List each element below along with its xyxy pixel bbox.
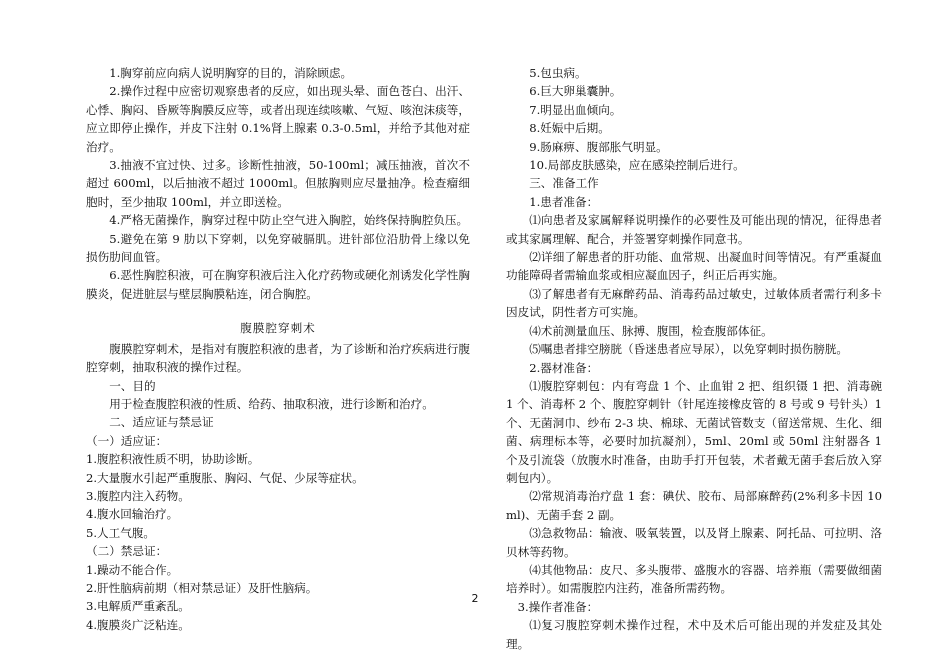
list-item: 3.电解质严重紊乱。 bbox=[86, 599, 190, 614]
paragraph: 2.操作过程中应密切观察患者的反应，如出现头晕、面色苍白、出汗、心悸、胸闷、昏厥等胸膜反应等，或者出现连续咳嗽、气短、咳泡沫痰等，应立即停止操作，并皮下注射 0.1%肾上腺素 0.3-0.5ml，并给予其他对症治疗。 bbox=[86, 84, 470, 154]
paragraph: 6.恶性胸腔积液，可在胸穿积液后注入化疗药物或硬化剂诱发化学性胸膜炎，促进脏层与壁层胸膜粘连，闭合胸腔。 bbox=[86, 268, 470, 301]
page-number: 2 bbox=[471, 592, 479, 605]
subheading: 2.器材准备： bbox=[529, 360, 599, 375]
list-item: 2.肝性脑病前期（相对禁忌证）及肝性脑病。 bbox=[86, 580, 318, 595]
list-item: 4.腹膜炎广泛粘连。 bbox=[86, 617, 190, 632]
paragraph: 腹膜腔穿刺术，是指对有腹腔积液的患者，为了诊断和治疗疾病进行腹腔穿刺，抽取积液的操作过程。 bbox=[86, 341, 470, 375]
list-item: 1.躁动不能合作。 bbox=[86, 562, 179, 577]
heading: 三、准备工作 bbox=[529, 176, 599, 191]
paragraph: ⑸嘱患者排空膀胱（昏迷患者应导尿），以免穿刺时损伤膀胱。 bbox=[529, 342, 849, 357]
section-title: 腹膜腔穿刺术 bbox=[240, 321, 316, 336]
paragraph: ⑵常规消毒治疗盘 1 套：碘伏、胶布、局部麻醉药(2%利多卡因 10ml)、无菌手套 2 副。 bbox=[506, 489, 882, 522]
paragraph: ⑶急救物品：输液、吸氧装置，以及肾上腺素、阿托品、可拉明、洛贝林等药物。 bbox=[506, 526, 882, 559]
list-item: 2.大量腹水引起严重腹胀、胸闷、气促、少尿等症状。 bbox=[86, 470, 364, 485]
list-item: 6.巨大卵巢囊肿。 bbox=[529, 84, 622, 99]
paragraph: ⑴向患者及家属解释说明操作的必要性及可能出现的情况，征得患者或其家属理解、配合，并签署穿刺操作同意书。 bbox=[506, 213, 882, 246]
subheading: （二）禁忌证： bbox=[86, 544, 168, 559]
paragraph: ⑷术前测量血压、脉搏、腹围，检查腹部体征。 bbox=[529, 323, 773, 338]
list-item: 5.人工气腹。 bbox=[86, 525, 156, 540]
paragraph: 5.避免在第 9 肋以下穿刺，以免穿破膈肌。进针部位沿肋骨上缘以免损伤肋间血管。 bbox=[86, 231, 470, 265]
subheading: 1.患者准备： bbox=[529, 194, 599, 209]
paragraph: ⑴腹腔穿刺包：内有弯盘 1 个、止血钳 2 把、组织镊 1 把、消毒碗 1 个、消毒杯 2 个、腹腔穿刺针（针尾连接橡皮管的 8 号或 9 号针头）1 个、无菌洞巾、纱布 2-3 块、棉球、无菌试管数支（留送常规、生化、细菌、病理标本等，必要时加抗凝剂），5ml、20ml 或 50ml 注射器各 1 个及引流袋（放腹水时准备，由助手打开包装，术者戴无菌手套后放入穿刺包内）。 bbox=[506, 378, 882, 485]
subheading: 3.操作者准备： bbox=[517, 599, 599, 614]
list-item: 4.腹水回输治疗。 bbox=[86, 507, 179, 522]
paragraph: ⑷其他物品：皮尺、多头腹带、盛腹水的容器、培养瓶（需要做细菌培养时）。如需腹腔内注药，准备所需药物。 bbox=[506, 562, 882, 596]
paragraph: 4.严格无菌操作，胸穿过程中防止空气进入胸腔，始终保持胸腔负压。 bbox=[109, 213, 469, 228]
right-column bbox=[506, 64, 882, 653]
list-item: 5.包虫病。 bbox=[529, 66, 587, 80]
paragraph: ⑶了解患者有无麻醉药品、消毒药品过敏史，过敏体质者需行利多卡因皮试，阴性者方可实施。 bbox=[506, 286, 882, 320]
left-column bbox=[86, 64, 470, 634]
list-item: 9.肠麻痹、腹部胀气明显。 bbox=[529, 139, 668, 154]
list-item: 10.局部皮肤感染，应在感染控制后进行。 bbox=[529, 158, 745, 173]
list-item: 7.明显出血倾向。 bbox=[529, 102, 622, 117]
subheading: （一）适应证： bbox=[86, 433, 168, 448]
paragraph: 3.抽液不宜过快、过多。诊断性抽液，50-100ml；减压抽液，首次不超过 600ml，以后抽液不超过 1000ml。但脓胸则应尽量抽净。检查瘤细胞时，至少抽取 100ml，并立即送检。 bbox=[86, 158, 470, 209]
paragraph: 用于检查腹腔积液的性质、给药、抽取积液，进行诊断和治疗。 bbox=[109, 396, 434, 411]
paragraph: ⑴复习腹腔穿刺术操作过程，术中及术后可能出现的并发症及其处理。 bbox=[506, 618, 882, 651]
list-item: 1.腹腔积液性质不明，协助诊断。 bbox=[86, 452, 260, 467]
heading: 一、目的 bbox=[109, 378, 156, 393]
paragraph: ⑵详细了解患者的肝功能、血常规、出凝血时间等情况。有严重凝血功能障碍者需输血浆或相应凝血因子，纠正后再实施。 bbox=[506, 250, 882, 283]
paragraph: 1.胸穿前应向病人说明胸穿的目的，消除顾虑。 bbox=[109, 66, 353, 80]
list-item: 8.妊娠中后期。 bbox=[529, 121, 610, 136]
heading: 二、适应证与禁忌证 bbox=[109, 415, 214, 430]
list-item: 3.腹腔内注入药物。 bbox=[86, 488, 190, 503]
